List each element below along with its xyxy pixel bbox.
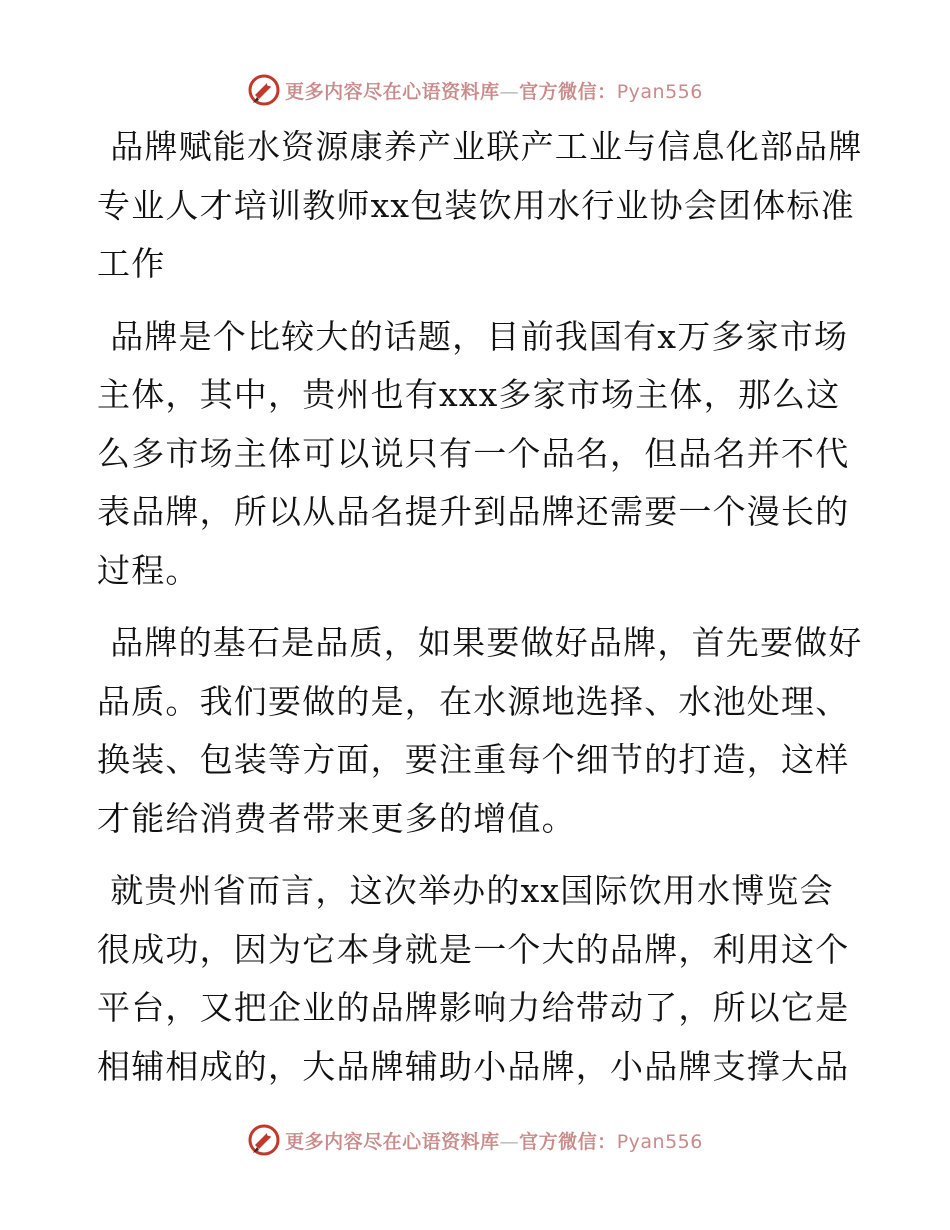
banner-text [285, 1127, 703, 1154]
banner-wechat-label: 官方微信： [519, 1130, 617, 1153]
paragraph-title: 品牌赋能水资源康养产业联产工业与信息化部品牌专业人才培训教师xx包装饮用水行业协会团体标准工作 [97, 127, 863, 283]
header-banner [0, 70, 950, 110]
banner-wechat-label: 官方微信： [519, 80, 617, 103]
footer-banner [0, 1120, 950, 1160]
banner-dash: — [499, 80, 520, 103]
banner-main-text: 更多内容尽在心语资料库 [285, 1130, 500, 1153]
paragraph: 品牌是个比较大的话题，目前我国有x万多家市场主体，其中，贵州也有xxx多家市场主体，那么这么多市场主体可以说只有一个品名，但品名并不代表品牌，所以从品名提升到品牌还需要一个漫长的过程。 [97, 316, 850, 590]
paragraph: 就贵州省而言，这次举办的xx国际饮用水博览会很成功，因为它本身就是一个大的品牌，利用这个平台，又把企业的品牌影响力给带动了，所以它是相辅相成的，大品牌辅助小品牌，小品牌支撑大品 [97, 871, 850, 1086]
paragraph: 品牌的基石是品质，如果要做好品牌，首先要做好品质。我们要做的是，在水源地选择、水池处理、换装、包装等方面，要注重每个细节的打造，这样才能给消费者带来更多的增值。 [97, 623, 863, 838]
banner-handle: Pyan556 [616, 1130, 703, 1153]
banner-dash: — [499, 1130, 520, 1153]
banner-handle: Pyan556 [616, 80, 703, 103]
book-pen-logo-icon [247, 1123, 281, 1157]
document-body [97, 118, 867, 1110]
book-pen-logo-icon [247, 73, 281, 107]
banner-main-text: 更多内容尽在心语资料库 [285, 80, 500, 103]
banner-text [285, 77, 703, 104]
